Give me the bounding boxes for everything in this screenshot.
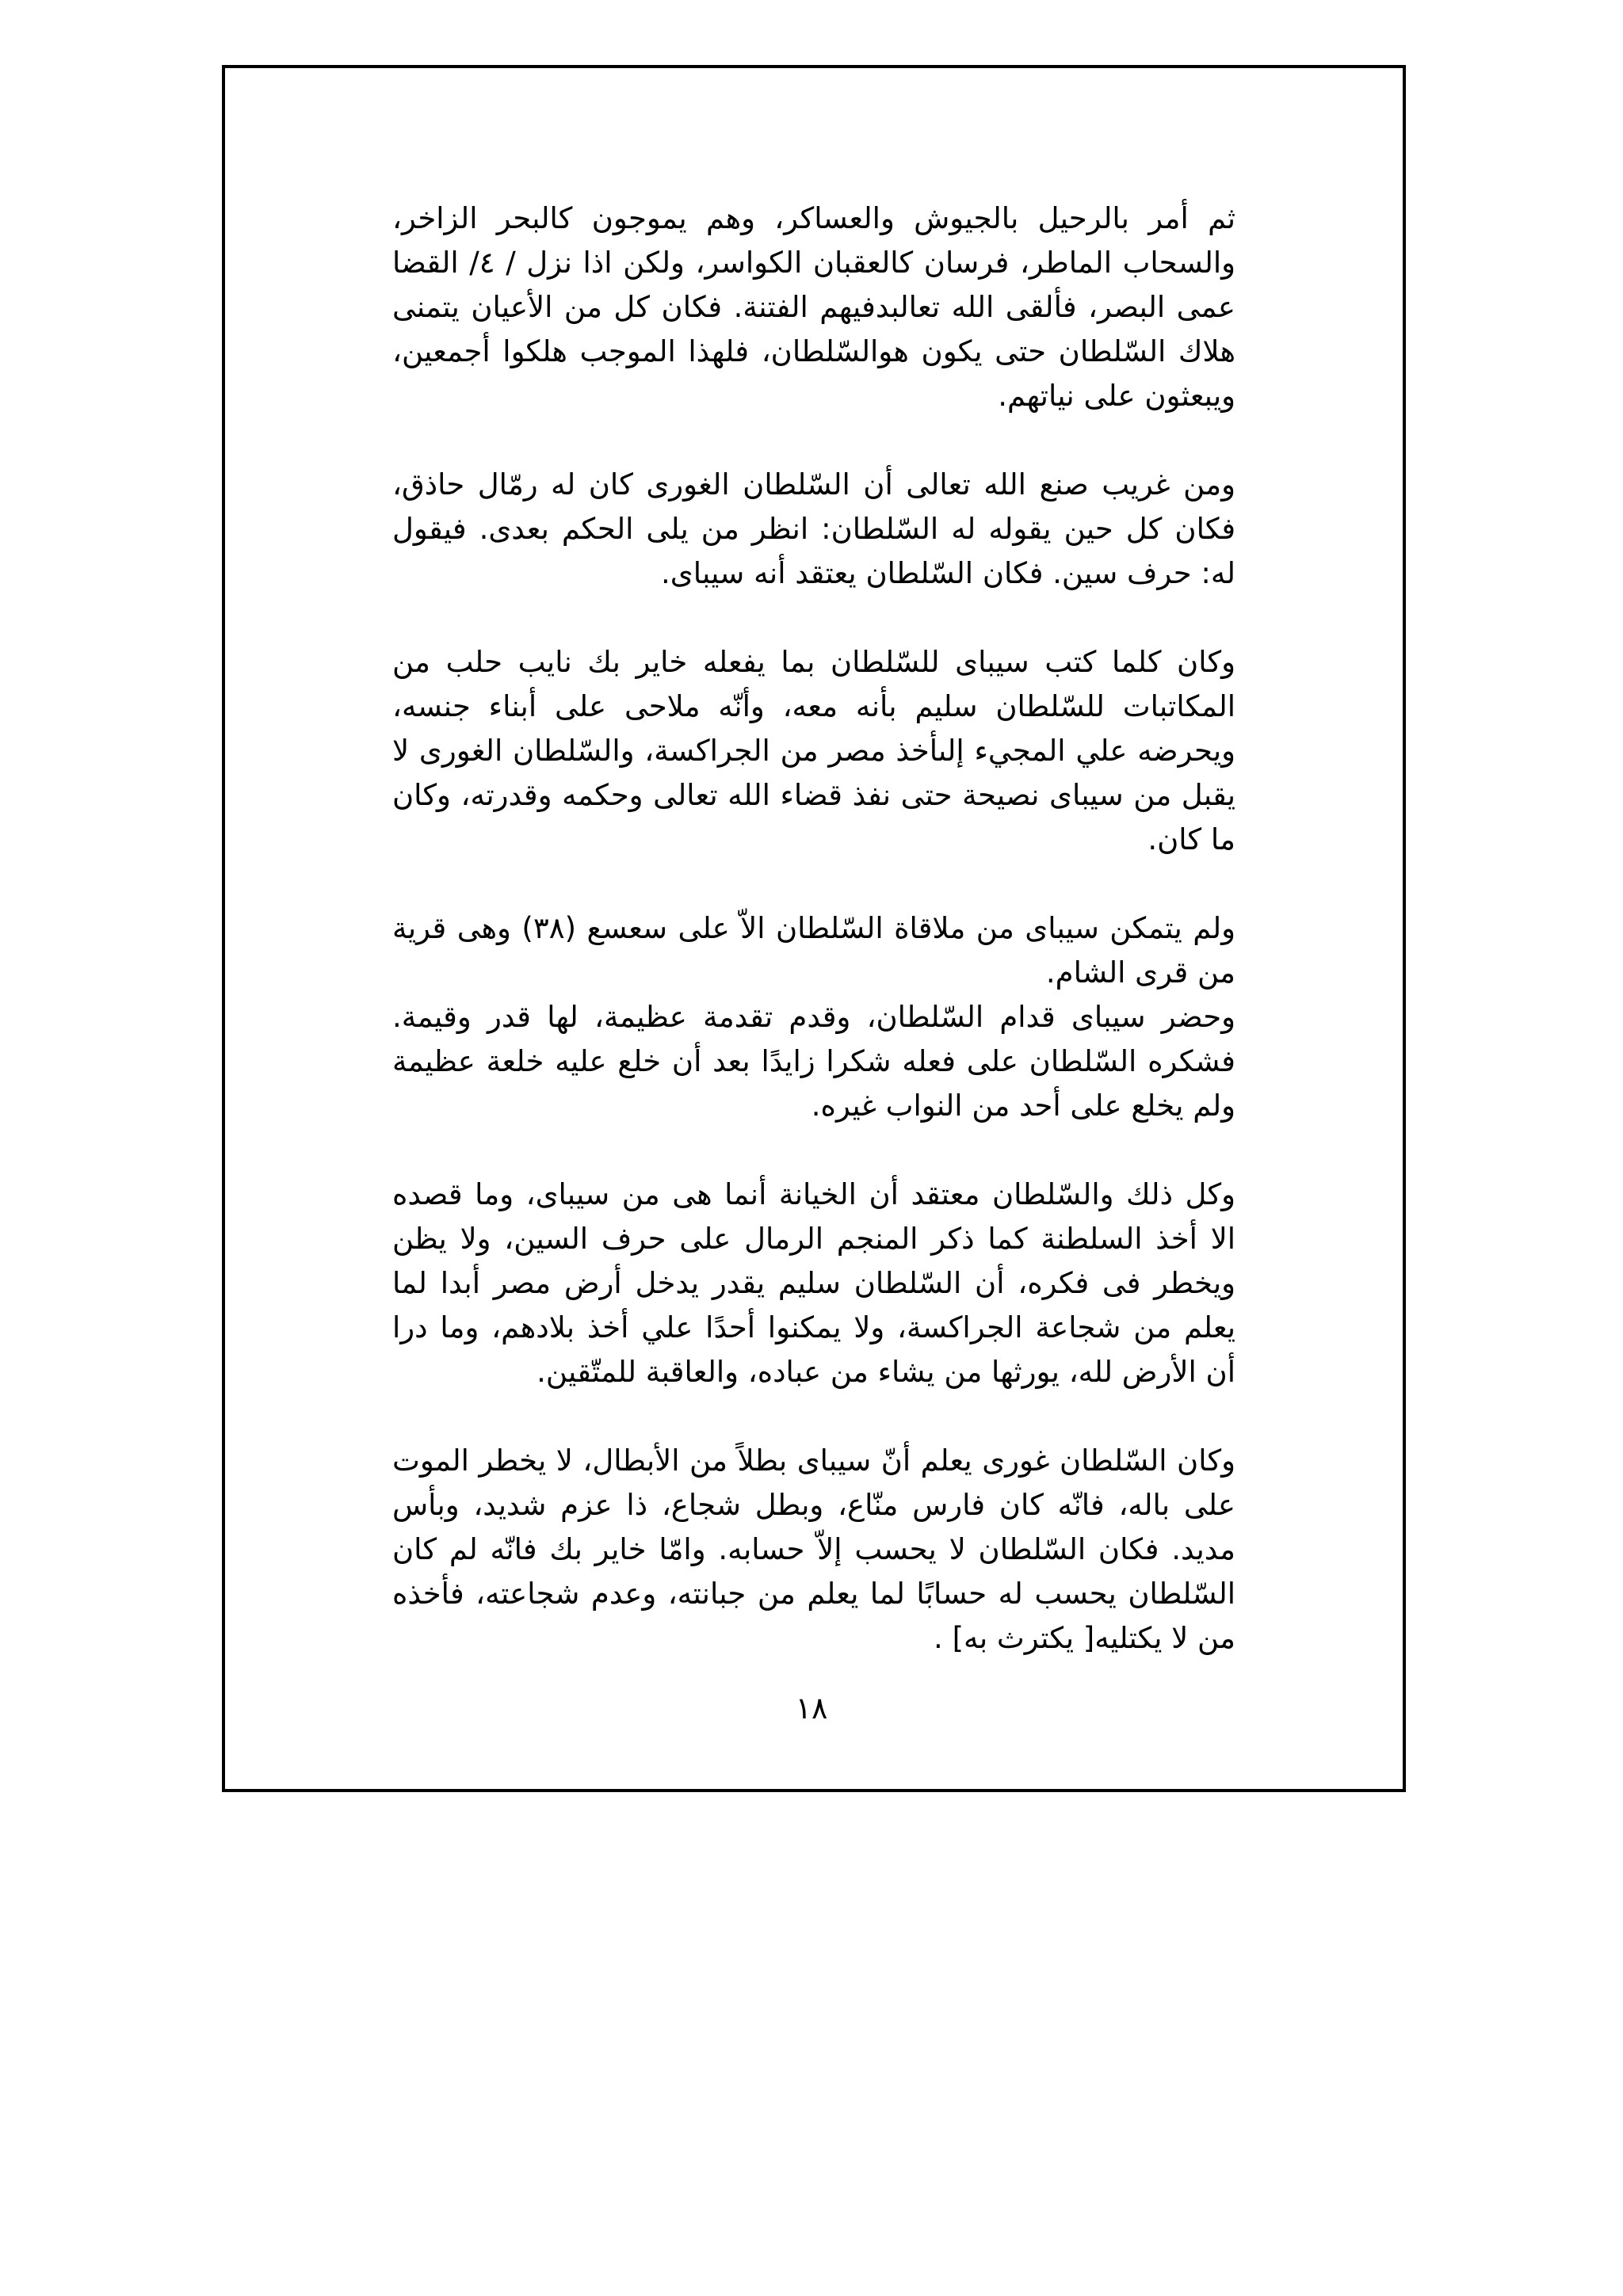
paragraph-1: ثم أمر بالرحيل بالجيوش والعساكر، وهم يموجون كالبحر الزاخر، والسحاب الماطر، فرسان كالعقبان الكواسر، ولكن اذا نزل / ٤/ القضا عمى البصر، فألقى الله تعالبدفيهم الفتنة. فكان كل من الأعيان يتمنى هلاك السّلطان حتى يكون هوالسّلطان، فلهذا الموجب هلكوا أجمعين، ويبعثون على نياتهم. <box>392 201 1235 413</box>
paragraph-3: وكان كلما كتب سيباى للسّلطان بما يفعله خاير بك نايب حلب من المكاتبات للسّلطان سليم بأنه معه، وأنّه ملاحى على أبناء جنسه، ويحرضه علي المجيء إلىأخذ مصر من الجراكسة، والسّلطان الغورى لا يقبل من سيباى نصيحة حتى نفذ قضاء الله تعالى وحكمه وقدرته، وكان ما كان. <box>392 645 1235 856</box>
paragraph-spacer <box>392 862 1235 906</box>
paragraph-7: وكان السّلطان غورى يعلم أنّ سيباى بطلاً من الأبطال، لا يخطر الموت على باله، فانّه كان فارس منّاع، وبطل شجاع، ذا عزم شديد، وبأس مديد. فكان السّلطان لا يحسب إلاّ حسابه. وامّا خاير بك فانّه لم كان السّلطان يحسب له حسابًا لما يعلم من جبانته، وعدم شجاعته، فأخذه من لا يكتليه[ يكترث به] . <box>392 1444 1235 1655</box>
paragraph-6: وكل ذلك والسّلطان معتقد أن الخيانة أنما هى من سيباى، وما قصده الا أخذ السلطنة كما ذكر المنجم الرمال على حرف السين، ولا يظن ويخطر فى فكره، أن السّلطان سليم يقدر يدخل أرض مصر أبدا لما يعلم من شجاعة الجراكسة، ولا يمكنوا أحدًا علي أخذ بلادهم، وما درا أن الأرض لله، يورثها من يشاء من عباده، والعاقبة للمتّقين. <box>392 1177 1235 1389</box>
paragraph-spacer <box>392 1128 1235 1173</box>
paragraph-spacer <box>392 418 1235 463</box>
paragraph-2: ومن غريب صنع الله تعالى أن السّلطان الغورى كان له رمّال حاذق، فكان كل حين يقوله له السّلطان: انظر من يلى الحكم بعدى. فيقول له: حرف سين. فكان السّلطان يعتقد أنه سيباى. <box>392 467 1235 590</box>
paragraph-5: وحضر سيباى قدام السّلطان، وقدم تقدمة عظيمة، لها قدر وقيمة. فشكره السّلطان على فعله شكرا زايدًا بعد أن خلع عليه خلعة عظيمة ولم يخلع على أحد من النواب غيره. <box>392 1000 1235 1123</box>
document-body <box>392 196 1235 1661</box>
paragraph-spacer <box>392 596 1235 640</box>
paragraph-4: ولم يتمكن سيباى من ملاقاة السّلطان الاّ على سعسع (٣٨) وهى قرية من قرى الشام. <box>392 911 1235 990</box>
page-number: ١٨ <box>795 1691 828 1726</box>
paragraph-spacer <box>392 1394 1235 1439</box>
